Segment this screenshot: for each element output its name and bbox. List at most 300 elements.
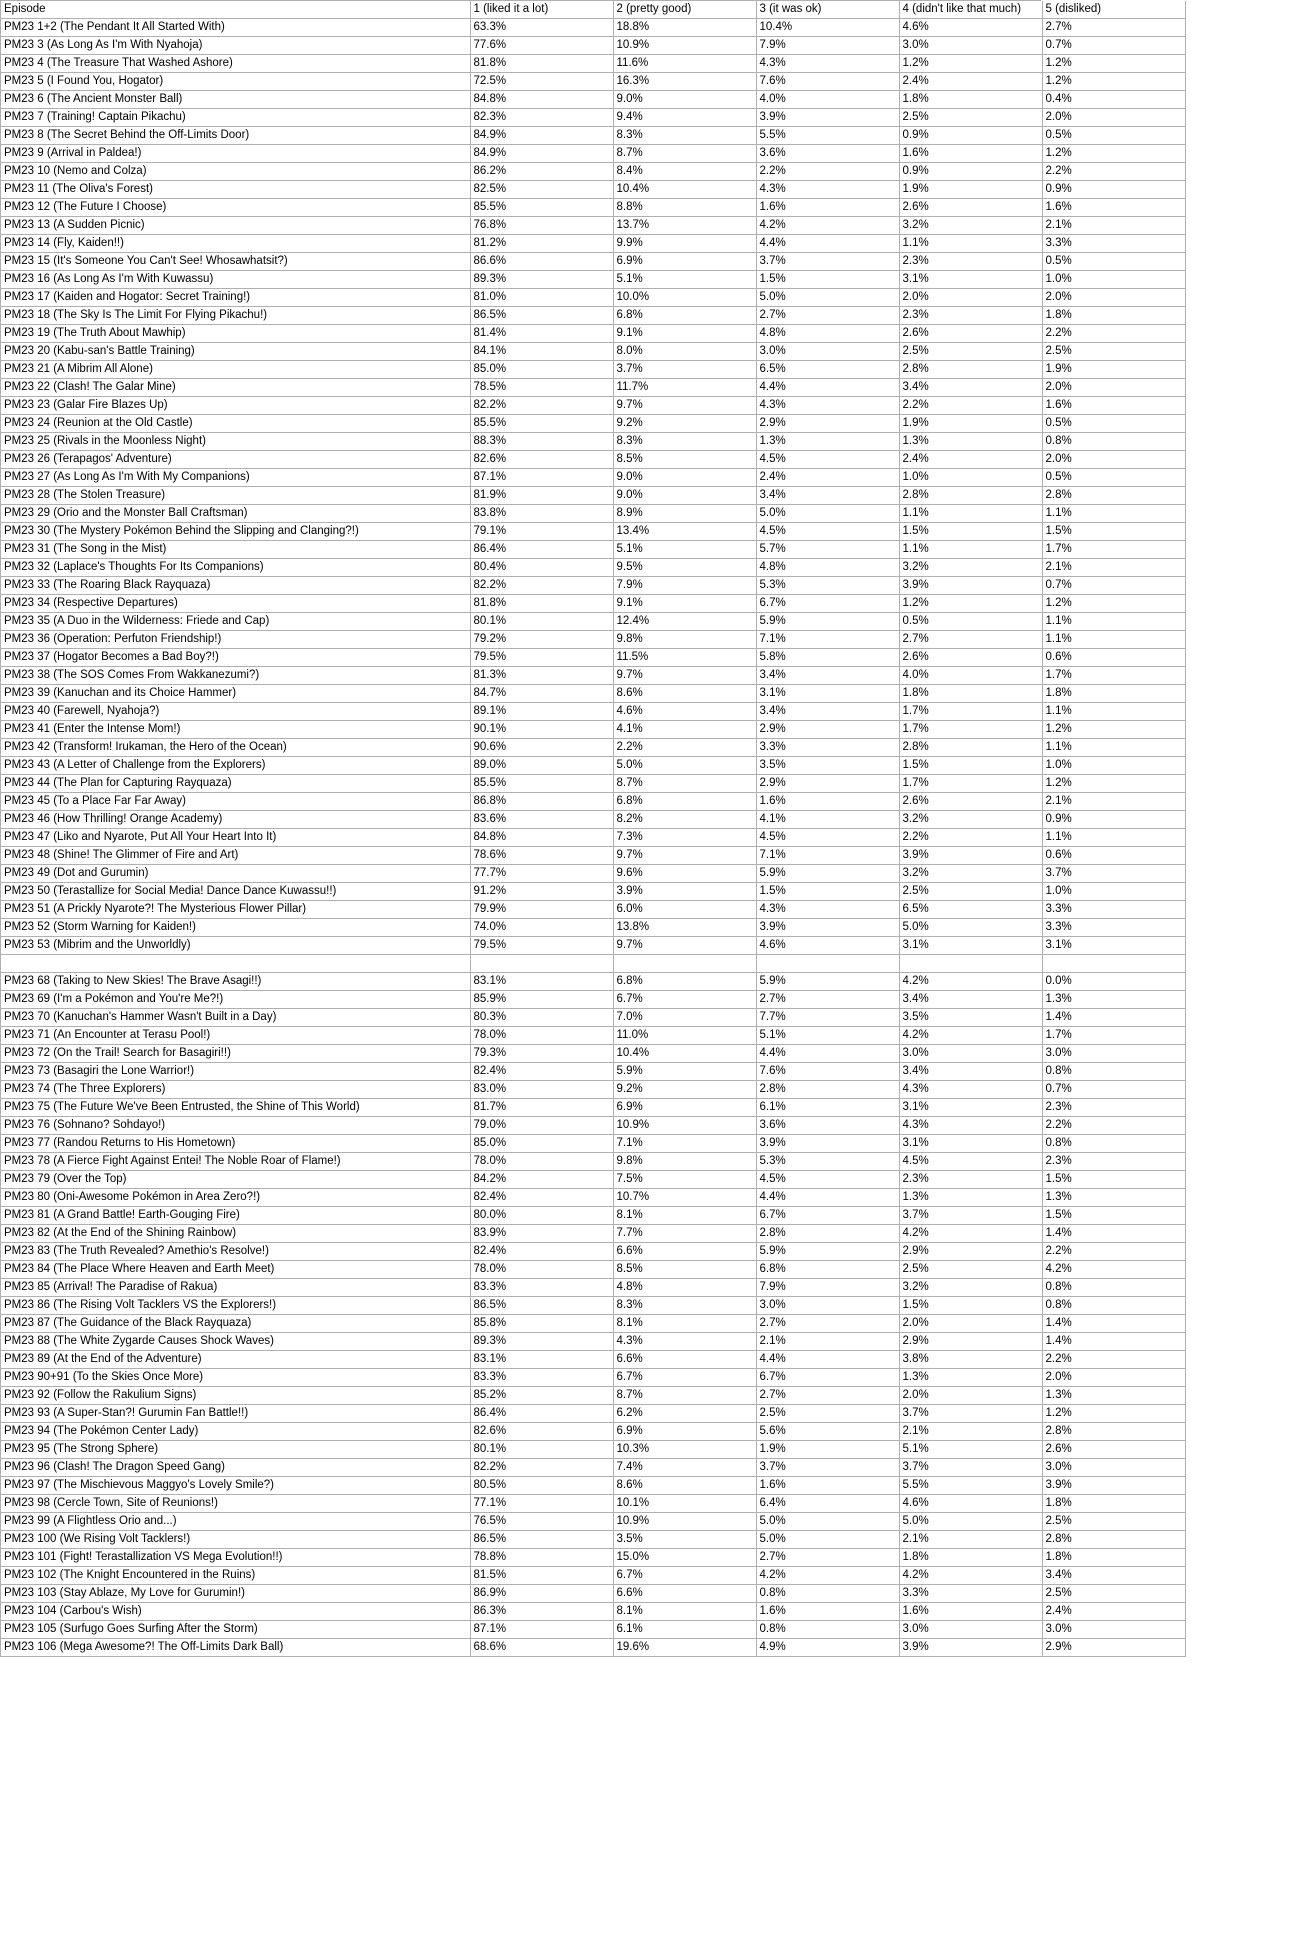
cell-episode-title: PM23 14 (Fly, Kaiden!!) [1,235,470,253]
cell-rating-5: 1.2% [1042,1405,1185,1423]
cell-rating-4: 2.1% [899,1531,1042,1549]
cell-rating-2: 5.1% [613,541,756,559]
table-header-row [1,1,1185,19]
cell-rating-2: 6.7% [613,1567,756,1585]
cell-rating-5: 1.1% [1042,505,1185,523]
cell-rating-4: 1.7% [899,721,1042,739]
cell-rating-2: 6.9% [613,1099,756,1117]
cell-rating-4: 5.1% [899,1441,1042,1459]
cell-episode-title: PM23 4 (The Treasure That Washed Ashore) [1,55,470,73]
cell-rating-4: 3.0% [899,37,1042,55]
cell-rating-2: 7.9% [613,577,756,595]
cell-rating-4: 3.8% [899,1351,1042,1369]
cell-episode-title [1,955,470,973]
cell-rating-4: 1.0% [899,469,1042,487]
table-row [1,955,1185,973]
cell-rating-5: 0.9% [1042,811,1185,829]
cell-episode-title: PM23 48 (Shine! The Glimmer of Fire and Art) [1,847,470,865]
cell-rating-3: 7.6% [756,1063,899,1081]
cell-rating-5: 0.7% [1042,37,1185,55]
cell-rating-4: 2.5% [899,109,1042,127]
cell-episode-title: PM23 34 (Respective Departures) [1,595,470,613]
cell-rating-4: 1.1% [899,541,1042,559]
cell-rating-5: 0.7% [1042,577,1185,595]
cell-rating-3: 4.3% [756,55,899,73]
cell-episode-title: PM23 100 (We Rising Volt Tacklers!) [1,1531,470,1549]
cell-rating-5: 0.7% [1042,1081,1185,1099]
cell-rating-5: 0.9% [1042,181,1185,199]
cell-rating-5: 0.6% [1042,649,1185,667]
cell-rating-1: 77.6% [470,37,613,55]
cell-rating-1: 81.5% [470,1567,613,1585]
cell-rating-5: 0.8% [1042,433,1185,451]
cell-rating-5: 1.5% [1042,1171,1185,1189]
table-row [1,793,1185,811]
table-row [1,271,1185,289]
cell-rating-4: 1.9% [899,181,1042,199]
cell-rating-3: 2.9% [756,415,899,433]
cell-rating-1: 91.2% [470,883,613,901]
table-row [1,451,1185,469]
cell-rating-1: 80.0% [470,1207,613,1225]
cell-rating-5: 3.0% [1042,1045,1185,1063]
table-row [1,901,1185,919]
cell-rating-1: 84.9% [470,145,613,163]
cell-episode-title: PM23 89 (At the End of the Adventure) [1,1351,470,1369]
table-row [1,811,1185,829]
cell-episode-title: PM23 50 (Terastallize for Social Media! Dance Dance Kuwassu!!) [1,883,470,901]
table-row [1,73,1185,91]
cell-rating-3: 2.2% [756,163,899,181]
table-row [1,1585,1185,1603]
cell-rating-1: 82.2% [470,1459,613,1477]
cell-rating-5: 0.5% [1042,469,1185,487]
cell-episode-title: PM23 106 (Mega Awesome?! The Off-Limits Dark Ball) [1,1639,470,1657]
cell-rating-3: 5.3% [756,1153,899,1171]
cell-rating-4: 2.0% [899,1387,1042,1405]
cell-rating-4: 1.2% [899,55,1042,73]
cell-rating-5: 1.7% [1042,1027,1185,1045]
cell-episode-title: PM23 22 (Clash! The Galar Mine) [1,379,470,397]
cell-rating-5: 0.5% [1042,127,1185,145]
table-row [1,1081,1185,1099]
cell-rating-4: 2.3% [899,307,1042,325]
cell-rating-2: 6.6% [613,1585,756,1603]
cell-rating-1: 87.1% [470,469,613,487]
cell-episode-title: PM23 11 (The Oliva's Forest) [1,181,470,199]
table-row [1,37,1185,55]
cell-rating-5: 2.0% [1042,451,1185,469]
cell-rating-1: 88.3% [470,433,613,451]
cell-rating-5: 1.0% [1042,757,1185,775]
cell-episode-title: PM23 20 (Kabu-san's Battle Training) [1,343,470,361]
cell-rating-4: 3.2% [899,559,1042,577]
cell-rating-2: 6.8% [613,973,756,991]
table-row [1,613,1185,631]
cell-rating-3: 6.7% [756,1369,899,1387]
cell-episode-title: PM23 99 (A Flightless Orio and...) [1,1513,470,1531]
cell-episode-title: PM23 104 (Carbou's Wish) [1,1603,470,1621]
cell-rating-3: 4.2% [756,217,899,235]
cell-rating-1: 83.3% [470,1369,613,1387]
cell-rating-1: 85.9% [470,991,613,1009]
cell-rating-3: 4.5% [756,829,899,847]
cell-rating-2: 9.1% [613,325,756,343]
table-row [1,577,1185,595]
table-row [1,1225,1185,1243]
cell-rating-4: 3.5% [899,1009,1042,1027]
cell-rating-5: 1.8% [1042,1549,1185,1567]
cell-episode-title: PM23 44 (The Plan for Capturing Rayquaza) [1,775,470,793]
cell-rating-5: 0.6% [1042,847,1185,865]
cell-rating-4: 2.0% [899,1315,1042,1333]
column-header-episode: Episode [1,1,470,19]
cell-rating-1: 86.5% [470,1531,613,1549]
cell-rating-3: 0.8% [756,1621,899,1639]
cell-rating-2: 10.9% [613,1117,756,1135]
cell-rating-4: 3.2% [899,1279,1042,1297]
cell-episode-title: PM23 28 (The Stolen Treasure) [1,487,470,505]
cell-rating-3: 1.6% [756,1603,899,1621]
cell-rating-3: 6.1% [756,1099,899,1117]
cell-rating-3: 4.8% [756,559,899,577]
cell-rating-4: 2.0% [899,289,1042,307]
cell-rating-2: 9.0% [613,469,756,487]
cell-rating-2: 2.2% [613,739,756,757]
cell-rating-3: 5.7% [756,541,899,559]
cell-rating-1: 84.7% [470,685,613,703]
table-row [1,289,1185,307]
cell-episode-title: PM23 17 (Kaiden and Hogator: Secret Training!) [1,289,470,307]
table-row [1,523,1185,541]
cell-rating-5: 3.0% [1042,1621,1185,1639]
table-row [1,487,1185,505]
cell-episode-title: PM23 27 (As Long As I'm With My Companions) [1,469,470,487]
cell-rating-1: 82.4% [470,1063,613,1081]
cell-episode-title: PM23 7 (Training! Captain Pikachu) [1,109,470,127]
cell-rating-2: 13.4% [613,523,756,541]
cell-rating-1: 80.1% [470,1441,613,1459]
cell-episode-title: PM23 105 (Surfugo Goes Surfing After the Storm) [1,1621,470,1639]
cell-rating-2: 8.6% [613,685,756,703]
cell-rating-1: 81.8% [470,55,613,73]
cell-rating-2: 7.3% [613,829,756,847]
cell-rating-3: 4.4% [756,379,899,397]
cell-episode-title: PM23 21 (A Mibrim All Alone) [1,361,470,379]
cell-rating-2: 4.3% [613,1333,756,1351]
cell-rating-1: 82.2% [470,577,613,595]
table-row [1,685,1185,703]
cell-rating-3: 1.6% [756,1477,899,1495]
cell-rating-1: 87.1% [470,1621,613,1639]
cell-rating-4: 2.9% [899,1333,1042,1351]
cell-rating-4: 5.5% [899,1477,1042,1495]
table-row [1,1261,1185,1279]
cell-rating-1: 84.1% [470,343,613,361]
cell-rating-4: 1.8% [899,1549,1042,1567]
cell-rating-5: 0.0% [1042,973,1185,991]
table-row [1,1621,1185,1639]
cell-rating-3: 3.6% [756,1117,899,1135]
cell-rating-5: 1.0% [1042,883,1185,901]
cell-episode-title: PM23 46 (How Thrilling! Orange Academy) [1,811,470,829]
cell-rating-3: 5.9% [756,1243,899,1261]
cell-rating-4: 3.1% [899,1135,1042,1153]
table-row [1,541,1185,559]
cell-rating-2: 8.7% [613,775,756,793]
table-row [1,325,1185,343]
table-row [1,919,1185,937]
cell-rating-3: 6.8% [756,1261,899,1279]
table-row [1,1387,1185,1405]
cell-rating-4: 2.1% [899,1423,1042,1441]
table-row [1,307,1185,325]
cell-episode-title: PM23 10 (Nemo and Colza) [1,163,470,181]
cell-rating-5: 1.8% [1042,1495,1185,1513]
cell-rating-5: 1.2% [1042,145,1185,163]
table-row [1,397,1185,415]
table-row [1,937,1185,955]
cell-episode-title: PM23 95 (The Strong Sphere) [1,1441,470,1459]
cell-rating-1: 83.1% [470,973,613,991]
cell-rating-5: 2.1% [1042,559,1185,577]
cell-rating-1: 83.9% [470,1225,613,1243]
cell-rating-3: 1.6% [756,793,899,811]
table-row [1,145,1185,163]
table-row [1,415,1185,433]
cell-episode-title: PM23 53 (Mibrim and the Unworldly) [1,937,470,955]
cell-rating-1: 78.0% [470,1261,613,1279]
cell-rating-2: 5.0% [613,757,756,775]
cell-episode-title: PM23 102 (The Knight Encountered in the Ruins) [1,1567,470,1585]
cell-rating-4: 2.8% [899,739,1042,757]
cell-rating-2: 9.1% [613,595,756,613]
cell-rating-2: 6.8% [613,793,756,811]
cell-rating-2: 6.1% [613,1621,756,1639]
cell-rating-4: 2.2% [899,397,1042,415]
cell-rating-2: 6.2% [613,1405,756,1423]
cell-rating-2: 10.1% [613,1495,756,1513]
cell-rating-4: 1.8% [899,91,1042,109]
table-row [1,1639,1185,1657]
cell-rating-2: 8.3% [613,433,756,451]
cell-episode-title: PM23 6 (The Ancient Monster Ball) [1,91,470,109]
cell-rating-5: 1.1% [1042,631,1185,649]
cell-episode-title: PM23 101 (Fight! Terastallization VS Mega Evolution!!) [1,1549,470,1567]
cell-rating-2: 8.1% [613,1207,756,1225]
table-row [1,1207,1185,1225]
cell-rating-3: 6.5% [756,361,899,379]
cell-episode-title: PM23 33 (The Roaring Black Rayquaza) [1,577,470,595]
cell-rating-2: 9.2% [613,1081,756,1099]
table-row [1,109,1185,127]
table-row [1,1531,1185,1549]
cell-rating-5: 3.1% [1042,937,1185,955]
cell-rating-2: 8.5% [613,451,756,469]
table-row [1,1315,1185,1333]
cell-rating-1: 82.6% [470,451,613,469]
table-row [1,631,1185,649]
cell-rating-4: 4.2% [899,1567,1042,1585]
cell-rating-5: 2.0% [1042,1369,1185,1387]
cell-episode-title: PM23 74 (The Three Explorers) [1,1081,470,1099]
column-header-rating-5: 5 (disliked) [1042,1,1185,19]
cell-rating-4: 2.5% [899,1261,1042,1279]
cell-episode-title: PM23 71 (An Encounter at Terasu Pool!) [1,1027,470,1045]
cell-rating-1: 90.6% [470,739,613,757]
cell-rating-2: 8.7% [613,145,756,163]
cell-rating-2: 11.6% [613,55,756,73]
cell-rating-2: 9.7% [613,667,756,685]
table-body [1,1,1185,1657]
cell-rating-3: 2.9% [756,775,899,793]
table-row [1,1117,1185,1135]
cell-rating-2: 10.4% [613,181,756,199]
table-row [1,649,1185,667]
cell-rating-2: 9.9% [613,235,756,253]
cell-rating-4: 2.9% [899,1243,1042,1261]
cell-rating-5: 2.2% [1042,1351,1185,1369]
cell-rating-2: 3.7% [613,361,756,379]
cell-rating-5: 1.1% [1042,739,1185,757]
cell-episode-title: PM23 83 (The Truth Revealed? Amethio's Resolve!) [1,1243,470,1261]
cell-episode-title: PM23 76 (Sohnano? Sohdayo!) [1,1117,470,1135]
cell-rating-4: 0.9% [899,127,1042,145]
cell-episode-title: PM23 19 (The Truth About Mawhip) [1,325,470,343]
cell-rating-2: 9.0% [613,487,756,505]
column-header-rating-3: 3 (it was ok) [756,1,899,19]
cell-episode-title: PM23 39 (Kanuchan and its Choice Hammer) [1,685,470,703]
table-row [1,1441,1185,1459]
cell-rating-3: 2.7% [756,1549,899,1567]
cell-rating-1: 81.7% [470,1099,613,1117]
cell-rating-3: 7.7% [756,1009,899,1027]
cell-episode-title: PM23 70 (Kanuchan's Hammer Wasn't Built in a Day) [1,1009,470,1027]
cell-rating-2: 8.9% [613,505,756,523]
table-row [1,433,1185,451]
cell-rating-3: 4.4% [756,1189,899,1207]
cell-rating-2: 6.0% [613,901,756,919]
cell-episode-title: PM23 80 (Oni-Awesome Pokémon in Area Zero?!) [1,1189,470,1207]
cell-rating-2: 6.9% [613,253,756,271]
cell-episode-title: PM23 25 (Rivals in the Moonless Night) [1,433,470,451]
cell-rating-3: 3.9% [756,1135,899,1153]
cell-rating-4: 2.6% [899,199,1042,217]
cell-rating-3: 2.7% [756,991,899,1009]
table-row [1,1135,1185,1153]
cell-rating-1: 85.5% [470,199,613,217]
cell-rating-5: 0.5% [1042,253,1185,271]
cell-rating-5: 1.1% [1042,703,1185,721]
cell-rating-3: 2.7% [756,307,899,325]
cell-rating-1: 72.5% [470,73,613,91]
cell-rating-3: 1.6% [756,199,899,217]
cell-rating-5: 2.1% [1042,217,1185,235]
cell-rating-1: 83.0% [470,1081,613,1099]
cell-rating-5: 1.2% [1042,55,1185,73]
table-row [1,217,1185,235]
cell-rating-5 [1042,955,1185,973]
cell-rating-3: 3.5% [756,757,899,775]
cell-rating-2: 6.7% [613,991,756,1009]
cell-episode-title: PM23 38 (The SOS Comes From Wakkanezumi?) [1,667,470,685]
cell-rating-2: 8.1% [613,1315,756,1333]
cell-rating-4: 1.3% [899,433,1042,451]
cell-rating-3: 7.1% [756,631,899,649]
cell-rating-4: 3.4% [899,1063,1042,1081]
cell-rating-3: 3.4% [756,487,899,505]
cell-rating-3: 5.0% [756,505,899,523]
cell-rating-1: 85.0% [470,361,613,379]
table-row [1,253,1185,271]
cell-rating-5: 1.3% [1042,1387,1185,1405]
cell-episode-title: PM23 3 (As Long As I'm With Nyahoja) [1,37,470,55]
cell-rating-2: 9.6% [613,865,756,883]
cell-rating-3: 1.5% [756,271,899,289]
cell-rating-5: 1.7% [1042,667,1185,685]
cell-episode-title: PM23 29 (Orio and the Monster Ball Craftsman) [1,505,470,523]
cell-rating-2: 4.8% [613,1279,756,1297]
cell-rating-5: 2.2% [1042,1243,1185,1261]
cell-episode-title: PM23 77 (Randou Returns to His Hometown) [1,1135,470,1153]
cell-episode-title: PM23 35 (A Duo in the Wilderness: Friede and Cap) [1,613,470,631]
cell-episode-title: PM23 73 (Basagiri the Lone Warrior!) [1,1063,470,1081]
cell-rating-3: 4.3% [756,901,899,919]
cell-rating-1 [470,955,613,973]
cell-rating-5: 2.6% [1042,1441,1185,1459]
cell-rating-4: 1.9% [899,415,1042,433]
cell-rating-5: 0.8% [1042,1135,1185,1153]
cell-rating-1: 80.3% [470,1009,613,1027]
cell-rating-4: 4.6% [899,1495,1042,1513]
cell-rating-1: 84.8% [470,829,613,847]
table-row [1,1369,1185,1387]
cell-rating-3: 2.7% [756,1387,899,1405]
cell-rating-3: 3.0% [756,1297,899,1315]
cell-rating-1: 82.4% [470,1243,613,1261]
cell-rating-4: 3.7% [899,1459,1042,1477]
cell-rating-5: 2.1% [1042,793,1185,811]
cell-rating-2: 9.5% [613,559,756,577]
table-row [1,739,1185,757]
cell-rating-1: 78.0% [470,1153,613,1171]
cell-rating-4: 3.2% [899,811,1042,829]
column-header-rating-4: 4 (didn't like that much) [899,1,1042,19]
cell-rating-1: 83.3% [470,1279,613,1297]
cell-rating-4: 3.4% [899,991,1042,1009]
cell-rating-3: 6.7% [756,1207,899,1225]
table-row [1,559,1185,577]
table-row [1,1171,1185,1189]
cell-rating-5: 1.7% [1042,541,1185,559]
cell-rating-3: 4.4% [756,235,899,253]
table-row [1,703,1185,721]
cell-rating-5: 1.9% [1042,361,1185,379]
cell-episode-title: PM23 23 (Galar Fire Blazes Up) [1,397,470,415]
cell-rating-1: 79.9% [470,901,613,919]
table-row [1,379,1185,397]
cell-rating-5: 1.0% [1042,271,1185,289]
cell-rating-3: 5.0% [756,289,899,307]
cell-rating-1: 81.8% [470,595,613,613]
cell-episode-title: PM23 94 (The Pokémon Center Lady) [1,1423,470,1441]
cell-rating-5: 1.5% [1042,523,1185,541]
cell-rating-2: 9.8% [613,1153,756,1171]
table-row [1,973,1185,991]
table-row [1,595,1185,613]
cell-rating-4: 2.6% [899,325,1042,343]
cell-rating-5: 1.2% [1042,721,1185,739]
